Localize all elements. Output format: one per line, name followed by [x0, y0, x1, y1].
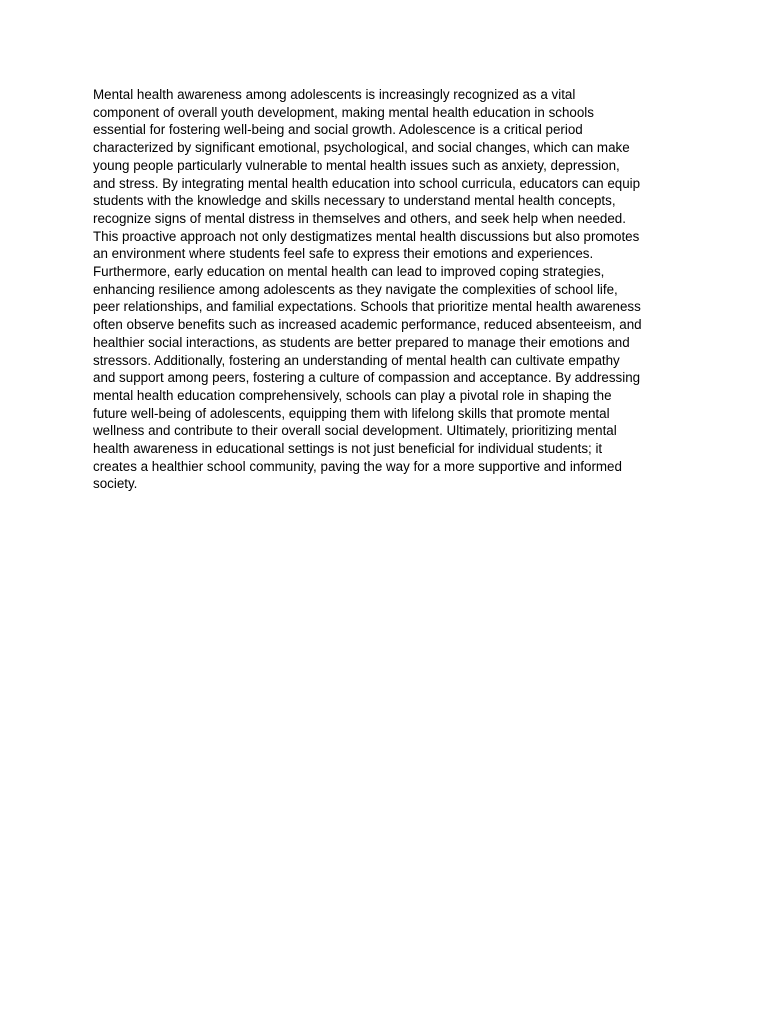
body-paragraph: Mental health awareness among adolescents is increasingly recognized as a vital component of overall youth development, making mental health education in schools essential for fostering well-being and social growth. Adolescence is a critical period characterized by significant emotional, psychological, and social changes, which can make young people particularly vulnerable to mental health issues such as anxiety, depression, and stress. By integrating mental health education into school curricula, educators can equip students with the knowledge and skills necessary to understand mental health concepts, recognize signs of mental distress in themselves and others, and seek help when needed. This proactive approach not only destigmatizes mental health discussions but also promotes an environment where students feel safe to express their emotions and experiences. Furthermore, early education on mental health can lead to improved coping strategies, enhancing resilience among adolescents as they navigate the complexities of school life, peer relationships, and familial expectations. Schools that prioritize mental health awareness often observe benefits such as increased academic performance, reduced absenteeism, and healthier social interactions, as students are better prepared to manage their emotions and stressors. Additionally, fostering an understanding of mental health can cultivate empathy and support among peers, fostering a culture of compassion and acceptance. By addressing mental health education comprehensively, schools can play a pivotal role in shaping the future well-being of adolescents, equipping them with lifelong skills that promote mental wellness and contribute to their overall social development. Ultimately, prioritizing mental health awareness in educational settings is not just beneficial for individual students; it creates a healthier school community, paving the way for a more supportive and informed society. — [93, 87, 642, 492]
